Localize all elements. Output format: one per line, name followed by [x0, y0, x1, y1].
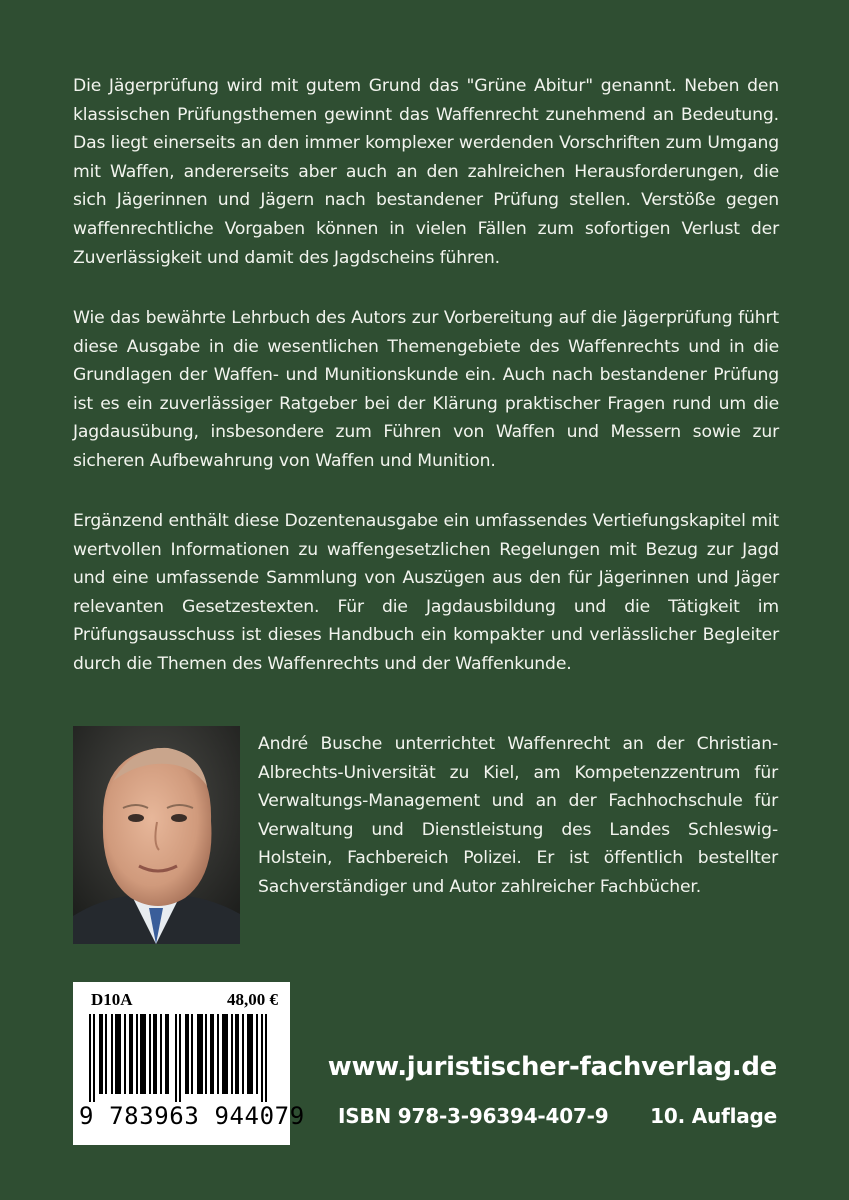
- barcode-icon: [87, 1014, 277, 1102]
- price: 48,00 €: [227, 990, 278, 1009]
- isbn: ISBN 978-3-96394-407-9: [338, 1104, 609, 1128]
- edition: 10. Auflage: [650, 1104, 777, 1128]
- author-bio: André Busche unterrichtet Waffenrecht an der Christian-Albrechts-Universität zu Kiel, am Kompetenzzentrum für Verwaltungs-Management und an der Fachhochschule für Verwaltung und Dienstleistung des Landes Schleswig-Holstein, Fachbereich Polizei. Er ist öffentlich bestellter Sachverständiger und Autor zahlreicher Fachbücher.: [258, 734, 778, 897]
- barcode-label: [73, 982, 305, 1145]
- barcode-digits: 9 783963 944079: [79, 1102, 305, 1130]
- product-code: D10A: [91, 990, 133, 1009]
- author-photo: [73, 726, 240, 944]
- description-paragraph-3: Ergänzend enthält diese Dozentenausgabe ein umfassendes Vertiefungskapitel mit wertvollen Informationen zu waffengesetzlichen Regelungen mit Bezug zur Jagd und eine umfassende Sammlung von Auszügen aus den für Jägerinnen und Jäger relevanten Gesetzestexten. Für die Jagdausbildung und die Tätigkeit im Prüfungsausschuss ist dieses Handbuch ein kompakter und verlässlicher Begleiter durch die Themen des Waffenrechts und der Waffenkunde.: [73, 511, 779, 674]
- author-portrait-icon: [73, 726, 240, 944]
- publisher-url: www.juristischer-fachverlag.de: [327, 1052, 777, 1082]
- description-paragraph-1: Die Jägerprüfung wird mit gutem Grund das "Grüne Abitur" genannt. Neben den klassischen Prüfungsthemen gewinnt das Waffenrecht zunehmend an Bedeutung. Das liegt einerseits an den immer komplexer werdenden Vorschriften zum Umgang mit Waffen, andererseits aber auch an den zahlreichen Herausforderungen, die sich Jägerinnen und Jägern nach bestandener Prüfung stellen. Verstöße gegen waffenrechtliche Vorgaben können in vielen Fällen zum sofortigen Verlust der Zuverlässigkeit und damit des Jagdscheins führen.: [73, 76, 779, 268]
- description-paragraph-2: Wie das bewährte Lehrbuch des Autors zur Vorbereitung auf die Jägerprüfung führt diese Ausgabe in die wesentlichen Themengebiete des Waffenrechts und in die Grundlagen der Waffen- und Munitionskunde ein. Auch nach bestandener Prüfung ist es ein zuverlässiger Ratgeber bei der Klärung praktischer Fragen rund um die Jagdausübung, insbesondere zum Führen von Waffen und Messern sowie zur sicheren Aufbewahrung von Waffen und Munition.: [73, 308, 779, 471]
